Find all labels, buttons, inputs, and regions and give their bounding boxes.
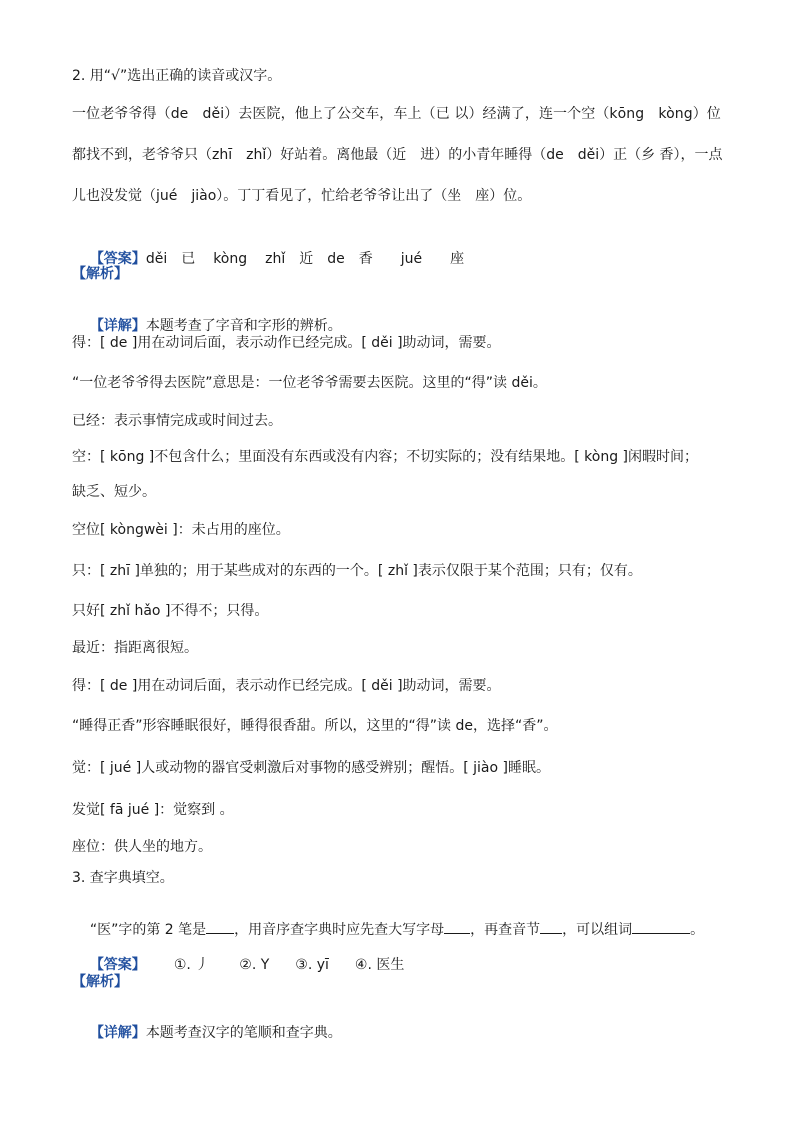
q3-title: 3. 查字典填空。 [72, 870, 174, 886]
answer-label: 【答案】 [89, 957, 146, 973]
q2-note: 最近：指距离很短。 [72, 640, 198, 656]
answer-item: de [327, 251, 345, 267]
answer-item: ③. yī [295, 957, 329, 973]
q2-passage-line-2: 都找不到，老爷爷只（zhī zhǐ）好站着。离他最（近 进）的小青年睡得（de děi）正（乡 香），一点 [72, 147, 723, 163]
answer-item: jué [400, 251, 423, 267]
prompt-text: ，再查音节 [470, 922, 541, 938]
q2-note: 座位：供人坐的地方。 [72, 839, 212, 855]
q3-answer-row [72, 935, 405, 973]
answer-item: děi [145, 251, 168, 267]
fill-blank [540, 919, 562, 934]
answer-item: ④. 医生 [354, 957, 405, 973]
q2-detail-row [72, 296, 342, 334]
q2-passage-line-1: 一位老爷爷得（de děi）去医院，他上了公交车，车上（已 以）经满了，连一个空（kōng kòng）位 [72, 106, 721, 122]
answer-label: 【答案】 [89, 251, 146, 267]
prompt-text: ，用音序查字典时应先查大写字母 [234, 922, 445, 938]
q2-note: 缺乏、短少。 [72, 484, 156, 500]
q2-analysis-label: 【解析】 [72, 266, 128, 282]
q3-prompt [72, 899, 705, 938]
q2-note: 得：[ de ]用在动词后面，表示动作已经完成。[ děi ]助动词，需要。 [72, 335, 501, 351]
q2-answer-row [72, 229, 465, 267]
q2-note: 得：[ de ]用在动词后面，表示动作已经完成。[ děi ]助动词，需要。 [72, 678, 501, 694]
answer-item: kòng [213, 251, 248, 267]
detail-label: 【详解】 [89, 318, 146, 334]
q2-note: 发觉[ fā jué ]：觉察到 。 [72, 802, 234, 818]
fill-blank [632, 919, 690, 934]
prompt-text: “医”字的第 2 笔是 [89, 922, 207, 938]
q2-note: 空：[ kōng ]不包含什么；里面没有东西或没有内容；不切实际的；没有结果地。[ kòng ]闲暇时间； [72, 449, 699, 465]
q2-note: 只：[ zhī ]单独的；用于某些成对的东西的一个。[ zhǐ ]表示仅限于某个范围；只有；仅有。 [72, 563, 642, 579]
answer-item: ②. Y [239, 957, 270, 973]
q2-note: 觉：[ jué ]人或动物的器官受刺激后对事物的感受辨别；醒悟。[ jiào ]睡眠。 [72, 760, 550, 776]
q3-analysis-label: 【解析】 [72, 974, 128, 990]
q2-passage-line-3: 儿也没发觉（jué jiào）。丁丁看见了，忙给老爷爷让出了（坐 座）位。 [72, 188, 532, 204]
answer-item: 座 [450, 251, 465, 267]
answer-item: 已 [181, 251, 196, 267]
detail-text: 本题考查汉字的笔顺和查字典。 [145, 1025, 342, 1041]
q2-note: 空位[ kòngwèi ]：未占用的座位。 [72, 522, 290, 538]
q2-title: 2. 用“√”选出正确的读音或汉字。 [72, 68, 282, 84]
q2-note: 只好[ zhǐ hǎo ]不得不；只得。 [72, 603, 269, 619]
answer-item: 近 [299, 251, 314, 267]
prompt-text: 。 [690, 922, 705, 938]
answer-item: ①. 丿 [173, 957, 210, 973]
q2-note: “一位老爷爷得去医院”意思是：一位老爷爷需要去医院。这里的“得”读 děi。 [72, 375, 547, 391]
fill-blank [444, 919, 470, 934]
fill-blank [206, 919, 234, 934]
q3-detail-row [72, 1003, 342, 1041]
q2-note: “睡得正香”形容睡眠很好，睡得很香甜。所以，这里的“得”读 de，选择“香”。 [72, 718, 558, 734]
q2-note: 已经：表示事情完成或时间过去。 [72, 413, 282, 429]
prompt-text: ，可以组词 [562, 922, 633, 938]
detail-label: 【详解】 [89, 1025, 146, 1041]
answer-item: 香 [358, 251, 373, 267]
detail-text: 本题考查了字音和字形的辨析。 [145, 318, 342, 334]
answer-item: zhǐ [265, 251, 286, 267]
